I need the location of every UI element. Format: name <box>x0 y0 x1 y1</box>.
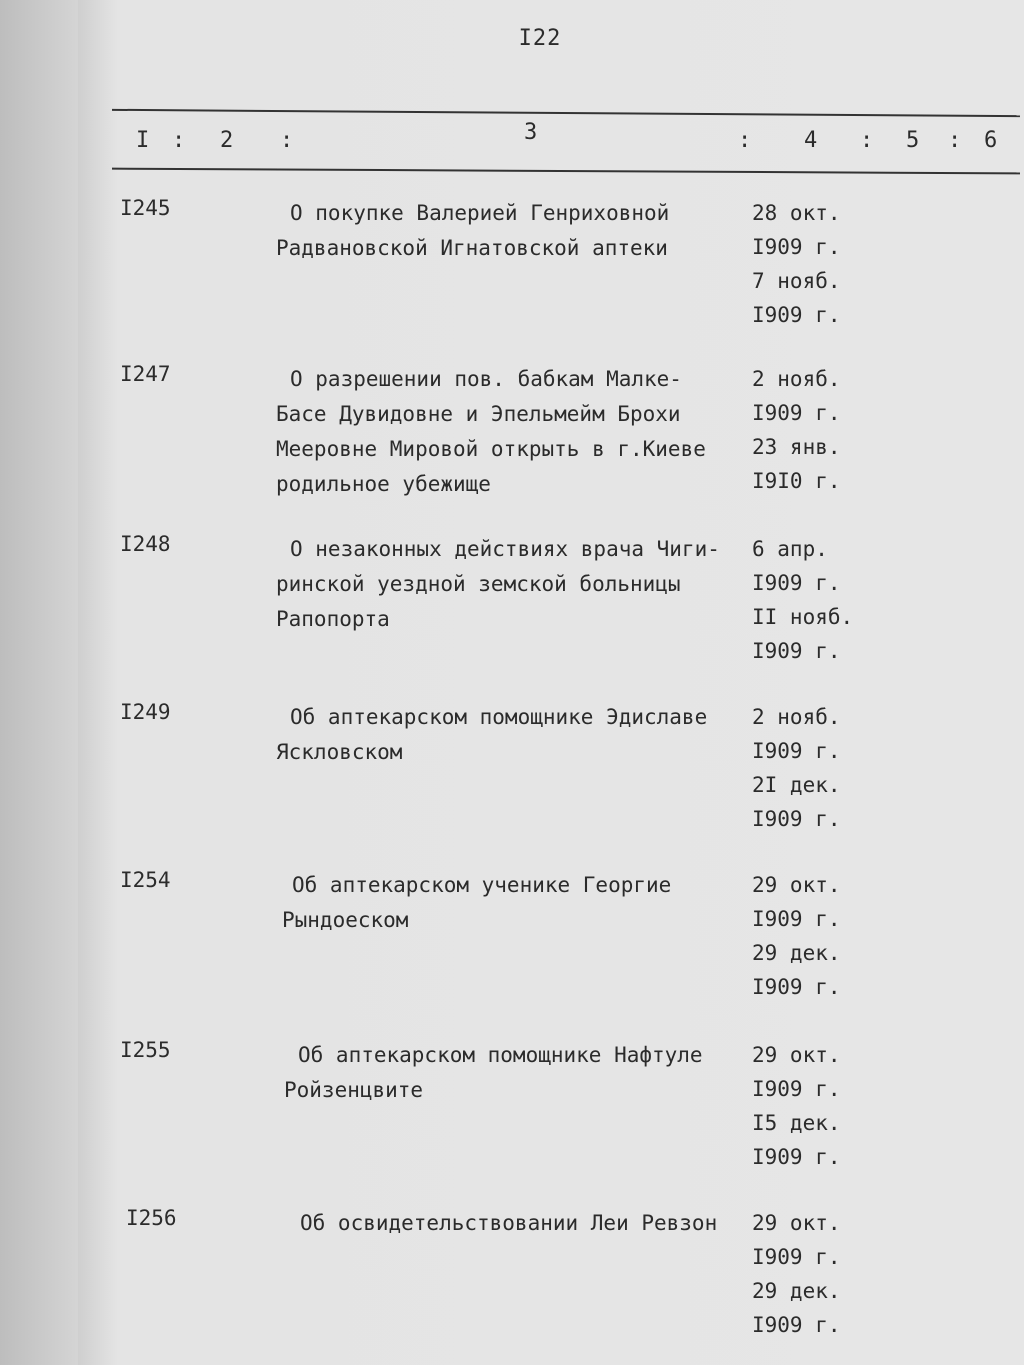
column-header-4: 4 <box>804 128 818 153</box>
entry-date-line: 29 окт. <box>752 1043 841 1067</box>
entry-date-line: I909 г. <box>752 907 841 931</box>
entry-date-line: I909 г. <box>752 975 841 999</box>
entry-date-line: 29 окт. <box>752 1211 841 1235</box>
entry-date-line: I9I0 г. <box>752 469 841 493</box>
entry-date-line: I909 г. <box>752 571 841 595</box>
entry-date-line: I909 г. <box>752 303 841 327</box>
entry-date-line: I909 г. <box>752 739 841 763</box>
column-header-1: I <box>136 128 150 153</box>
entry-title-line: Об аптекарском помощнике Эдиславе <box>290 705 708 729</box>
entry-title-line: Радвановской Игнатовской аптеки <box>276 236 668 260</box>
column-header-sep: : <box>860 128 874 153</box>
column-header-sep: : <box>948 128 962 153</box>
entry-dates <box>752 532 882 668</box>
column-header-row <box>120 120 1020 164</box>
entry-dates <box>752 1206 882 1342</box>
entry-number: I249 <box>120 700 171 724</box>
entry-date-line: II нояб. <box>752 605 854 629</box>
entry-number: I247 <box>120 362 171 386</box>
entry-dates <box>752 362 882 498</box>
entry-date-line: 29 окт. <box>752 873 841 897</box>
entry-title-line: О разрешении пов. бабкам Малке- <box>290 367 682 391</box>
entry-date-line: I5 дек. <box>752 1111 841 1135</box>
entry-title <box>284 1038 778 1108</box>
entry-title <box>276 196 770 266</box>
entry-title-line: Об аптекарском ученике Георгие <box>292 873 672 897</box>
entry-title-line: Рапопорта <box>276 607 390 631</box>
entry-title-line: О покупке Валерией Генриховной <box>290 201 670 225</box>
entry-date-line: I909 г. <box>752 1077 841 1101</box>
entry-number: I256 <box>126 1206 177 1230</box>
entry-date-line: 23 янв. <box>752 435 841 459</box>
entry-title <box>276 362 770 502</box>
column-header-6: 6 <box>984 128 998 153</box>
entry-title-line: ринской уездной земской больницы <box>276 572 681 596</box>
entry-date-line: 29 дек. <box>752 1279 841 1303</box>
entry-title-line: Ройзенцвите <box>284 1078 424 1102</box>
entry-date-line: I909 г. <box>752 1313 841 1337</box>
entry-date-line: 28 окт. <box>752 201 841 225</box>
entry-date-line: I909 г. <box>752 1245 841 1269</box>
entry-number: I245 <box>120 196 171 220</box>
entry-date-line: 2I дек. <box>752 773 841 797</box>
column-header-sep: : <box>172 128 186 153</box>
entry-title-line: Ясклoвском <box>276 740 403 764</box>
column-header-sep: : <box>280 128 294 153</box>
entry-title <box>282 868 772 938</box>
entry-date-line: I909 г. <box>752 235 841 259</box>
column-header-5: 5 <box>906 128 920 153</box>
column-header-3: 3 <box>524 120 538 145</box>
entry-number: I255 <box>120 1038 171 1062</box>
entry-date-line: I909 г. <box>752 1145 841 1169</box>
page-number: I22 <box>518 26 562 51</box>
entry-date-line: 6 апр. <box>752 537 828 561</box>
entry-number: I254 <box>120 868 171 892</box>
entry-title <box>300 1206 780 1241</box>
column-header-sep: : <box>738 128 752 153</box>
entry-dates <box>752 868 882 1004</box>
column-header-2: 2 <box>220 128 234 153</box>
entry-date-line: I909 г. <box>752 401 841 425</box>
entry-date-line: 2 нояб. <box>752 705 841 729</box>
book-spine-shadow <box>0 0 90 1365</box>
entry-title-line: Об аптекарском помощнике Нафтуле <box>298 1043 703 1067</box>
entry-title-line: Мееровне Мировой открыть в г.Киеве <box>276 437 706 461</box>
entry-title <box>276 532 770 637</box>
entry-date-line: I909 г. <box>752 807 841 831</box>
entry-date-line: 2 нояб. <box>752 367 841 391</box>
entry-title-line: Басе Дувидовне и Эпельмейм Брохи <box>276 402 681 426</box>
entry-dates <box>752 700 882 836</box>
entry-date-line: 29 дек. <box>752 941 841 965</box>
entry-dates <box>752 196 882 332</box>
entry-title-line: О незаконных действиях врача Чиги- <box>290 537 720 561</box>
entry-number: I248 <box>120 532 171 556</box>
entry-title <box>276 700 770 770</box>
entry-date-line: 7 нояб. <box>752 269 841 293</box>
entry-dates <box>752 1038 882 1174</box>
entry-date-line: I909 г. <box>752 639 841 663</box>
entry-title-line: Рындоеском <box>282 908 409 932</box>
entry-title-line: родильное убежище <box>276 472 491 496</box>
entry-title-line: Об освидетельствовании Леи Ревзон <box>300 1211 718 1235</box>
